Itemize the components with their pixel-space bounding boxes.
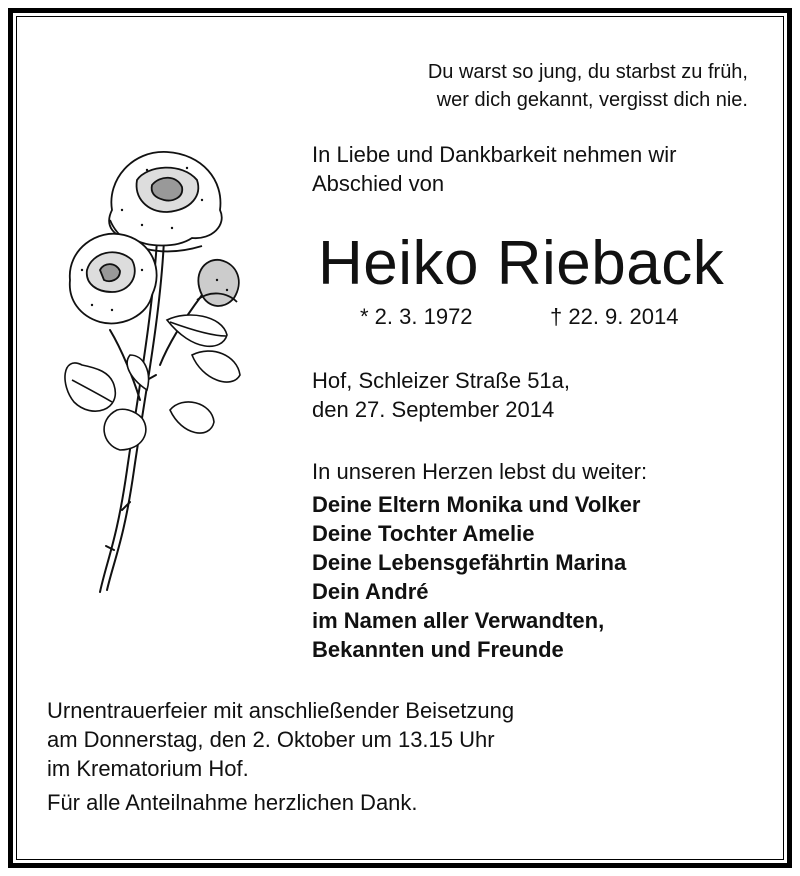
thanks-line: Für alle Anteilnahme herzlichen Dank.	[47, 790, 418, 815]
life-dates	[360, 302, 679, 332]
mourner-line: Bekannten und Freunde	[312, 637, 564, 662]
mourner-line: Dein André	[312, 579, 429, 604]
mourner-line: Deine Eltern Monika und Volker	[312, 492, 641, 517]
rose-illustration-icon	[52, 140, 262, 600]
deceased-name: Heiko Rieback	[318, 229, 725, 298]
ceremony-line-3: im Krematorium Hof.	[47, 756, 249, 781]
death-date: † 22. 9. 2014	[550, 304, 679, 329]
intro-text	[312, 140, 676, 198]
poem-line-2: wer dich gekannt, vergisst dich nie.	[436, 89, 748, 111]
poem-line-1: Du warst so jung, du starbst zu früh,	[427, 61, 748, 83]
poem-verse	[428, 58, 748, 114]
place-and-date	[312, 366, 570, 424]
date-line: den 27. September 2014	[312, 397, 555, 422]
intro-line-1: In Liebe und Dankbarkeit nehmen wir	[312, 142, 677, 167]
hearts-line: In unseren Herzen lebst du weiter:	[312, 459, 648, 484]
intro-line-2: Abschied von	[312, 171, 445, 196]
ceremony-line-1: Urnentrauerfeier mit anschließender Beisetzung	[47, 698, 515, 723]
ceremony-info	[47, 696, 514, 783]
birth-date: * 2. 3. 1972	[360, 304, 473, 329]
mourner-line: Deine Tochter Amelie	[312, 521, 535, 546]
mourner-line: Deine Lebensgefährtin Marina	[312, 550, 627, 575]
mourner-line: im Namen aller Verwandten,	[312, 608, 605, 633]
ceremony-line-2: am Donnerstag, den 2. Oktober um 13.15 Uhr	[47, 727, 495, 752]
mourners-list	[312, 490, 640, 664]
address-line: Hof, Schleizer Straße 51a,	[312, 368, 571, 393]
